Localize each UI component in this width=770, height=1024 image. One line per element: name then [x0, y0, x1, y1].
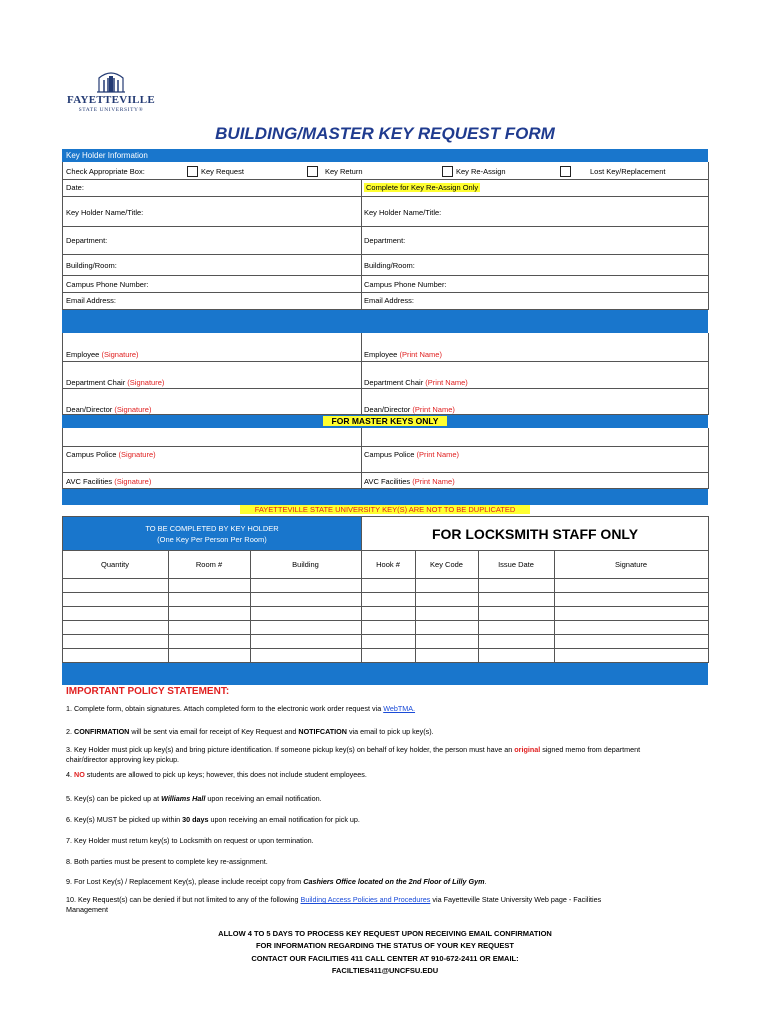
checkbox-key-reassign[interactable] [442, 166, 453, 177]
key-holder-box [62, 516, 362, 550]
dean-signature-field[interactable]: Dean/Director (Signature) [66, 405, 152, 414]
webtma-link[interactable]: WebTMA. [383, 704, 416, 713]
university-seal-icon [96, 70, 126, 94]
police-signature-field[interactable]: Campus Police (Signature) [66, 450, 156, 459]
policy-item-10: 10. Key Request(s) can be denied if but not limited to any of the following Building Access Policies and Procedures via Fayetteville State University Web page - Facilities [66, 895, 602, 904]
policy-item-8: 8. Both parties must be present to complete key re-assignment. [66, 857, 268, 866]
checkbox-lost-key[interactable] [560, 166, 571, 177]
section-header: Key Holder Information [66, 151, 148, 160]
reassign-note: Complete for Key Re-Assign Only [366, 183, 479, 192]
col-building: Building [292, 560, 319, 569]
policy-item-10-line2: Management [66, 905, 108, 914]
date-field[interactable]: Date: [66, 183, 84, 192]
policy-item-3-line2: chair/director approving key pickup. [66, 755, 180, 764]
email-field[interactable]: Email Address: [66, 296, 117, 305]
access-policies-link[interactable]: Building Access Policies and Procedures [300, 895, 431, 904]
policy-item-1: 1. Complete form, obtain signatures. Attach completed form to the electronic work order request via WebTMA. [66, 704, 416, 713]
dean-print-name-field[interactable]: Dean/Director (Print Name) [364, 405, 455, 414]
master-keys-banner: FOR MASTER KEYS ONLY [323, 416, 447, 426]
avc-signature-field[interactable]: AVC Facilities (Signature) [66, 477, 152, 486]
check-row-label: Check Appropriate Box: [66, 167, 145, 176]
reassign-department-field[interactable]: Department: [364, 236, 406, 245]
footer-line-1: ALLOW 4 TO 5 DAYS TO PROCESS KEY REQUEST UPON RECEIVING EMAIL CONFIRMATION [218, 929, 552, 938]
footer-email[interactable]: FACILTIES411@UNCFSU.EDU [331, 966, 439, 975]
policy-item-3: 3. Key Holder must pick up key(s) and bring picture identification. If someone pickup key(s) on behalf of key holder, the person must have an original signed memo from department [66, 745, 641, 754]
option-key-reassign: Key Re-Assign [456, 167, 506, 176]
form-title: BUILDING/MASTER KEY REQUEST FORM [215, 124, 555, 143]
footer-line-3: CONTACT OUR FACILITIES 411 CALL CENTER AT 910-672-2411 OR EMAIL: [251, 954, 519, 963]
option-lost-key: Lost Key/Replacement [590, 167, 666, 176]
chair-print-name-field[interactable]: Department Chair (Print Name) [364, 378, 468, 387]
logo-name: FAYETTEVILLE [67, 94, 155, 106]
separator-bar [62, 310, 708, 333]
col-signature: Signature [614, 560, 648, 569]
reassign-phone-field[interactable]: Campus Phone Number: [364, 280, 447, 289]
policy-item-7: 7. Key Holder must return key(s) to Locksmith on request or upon termination. [66, 836, 314, 845]
table-end-bar [62, 663, 708, 685]
policy-item-2: 2. CONFIRMATION will be sent via email for receipt of Key Request and NOTIFCATION via email to pick up key(s). [66, 727, 434, 736]
locksmith-header: FOR LOCKSMITH STAFF ONLY [431, 526, 639, 542]
section-header-bar [62, 149, 708, 162]
checkbox-key-request[interactable] [187, 166, 198, 177]
option-key-request: Key Request [201, 167, 244, 176]
no-duplicate-banner: FAYETTEVILLE STATE UNIVERSITY KEY(S) ARE NOT TO BE DUPLICATED [240, 505, 530, 514]
avc-print-name-field[interactable]: AVC Facilities (Print Name) [364, 477, 455, 486]
employee-signature-field[interactable]: Employee (Signature) [66, 350, 139, 359]
police-print-name-field[interactable]: Campus Police (Print Name) [364, 450, 460, 459]
logo-subtitle: STATE UNIVERSITY® [78, 107, 144, 113]
col-issue-date: Issue Date [498, 560, 534, 569]
checkbox-key-return[interactable] [307, 166, 318, 177]
policy-heading: IMPORTANT POLICY STATEMENT: [66, 686, 230, 697]
reassign-name-field[interactable]: Key Holder Name/Title: [364, 208, 442, 217]
department-field[interactable]: Department: [66, 236, 108, 245]
policy-item-9: 9. For Lost Key(s) / Replacement Key(s), please include receipt copy from Cashiers Office located on the 2nd Floor of Lilly Gym. [66, 877, 487, 886]
col-hook: Hook # [376, 560, 400, 569]
col-room: Room # [195, 560, 223, 569]
footer-line-2: FOR INFORMATION REGARDING THE STATUS OF YOUR KEY REQUEST [255, 941, 515, 950]
col-key-code: Key Code [430, 560, 463, 569]
policy-item-4: 4. NO students are allowed to pick up keys; however, this does not include student employees. [66, 770, 367, 779]
reassign-building-field[interactable]: Building/Room: [364, 261, 415, 270]
master-end-bar [62, 489, 708, 505]
option-key-return: Key Return [325, 167, 363, 176]
building-room-field[interactable]: Building/Room: [66, 261, 117, 270]
employee-print-name-field[interactable]: Employee (Print Name) [364, 350, 442, 359]
policy-item-6: 6. Key(s) MUST be picked up within 30 days upon receiving an email notification for pick up. [66, 815, 360, 824]
policy-item-5: 5. Key(s) can be picked up at Williams Hall upon receiving an email notification. [66, 794, 322, 803]
key-holder-line1: TO BE COMPLETED BY KEY HOLDER [145, 524, 279, 533]
reassign-email-field[interactable]: Email Address: [364, 296, 415, 305]
key-holder-line2: (One Key Per Person Per Room) [157, 535, 267, 544]
key-holder-name-field[interactable]: Key Holder Name/Title: [66, 208, 144, 217]
col-quantity: Quantity [101, 560, 129, 569]
campus-phone-field[interactable]: Campus Phone Number: [66, 280, 149, 289]
chair-signature-field[interactable]: Department Chair (Signature) [66, 378, 165, 387]
